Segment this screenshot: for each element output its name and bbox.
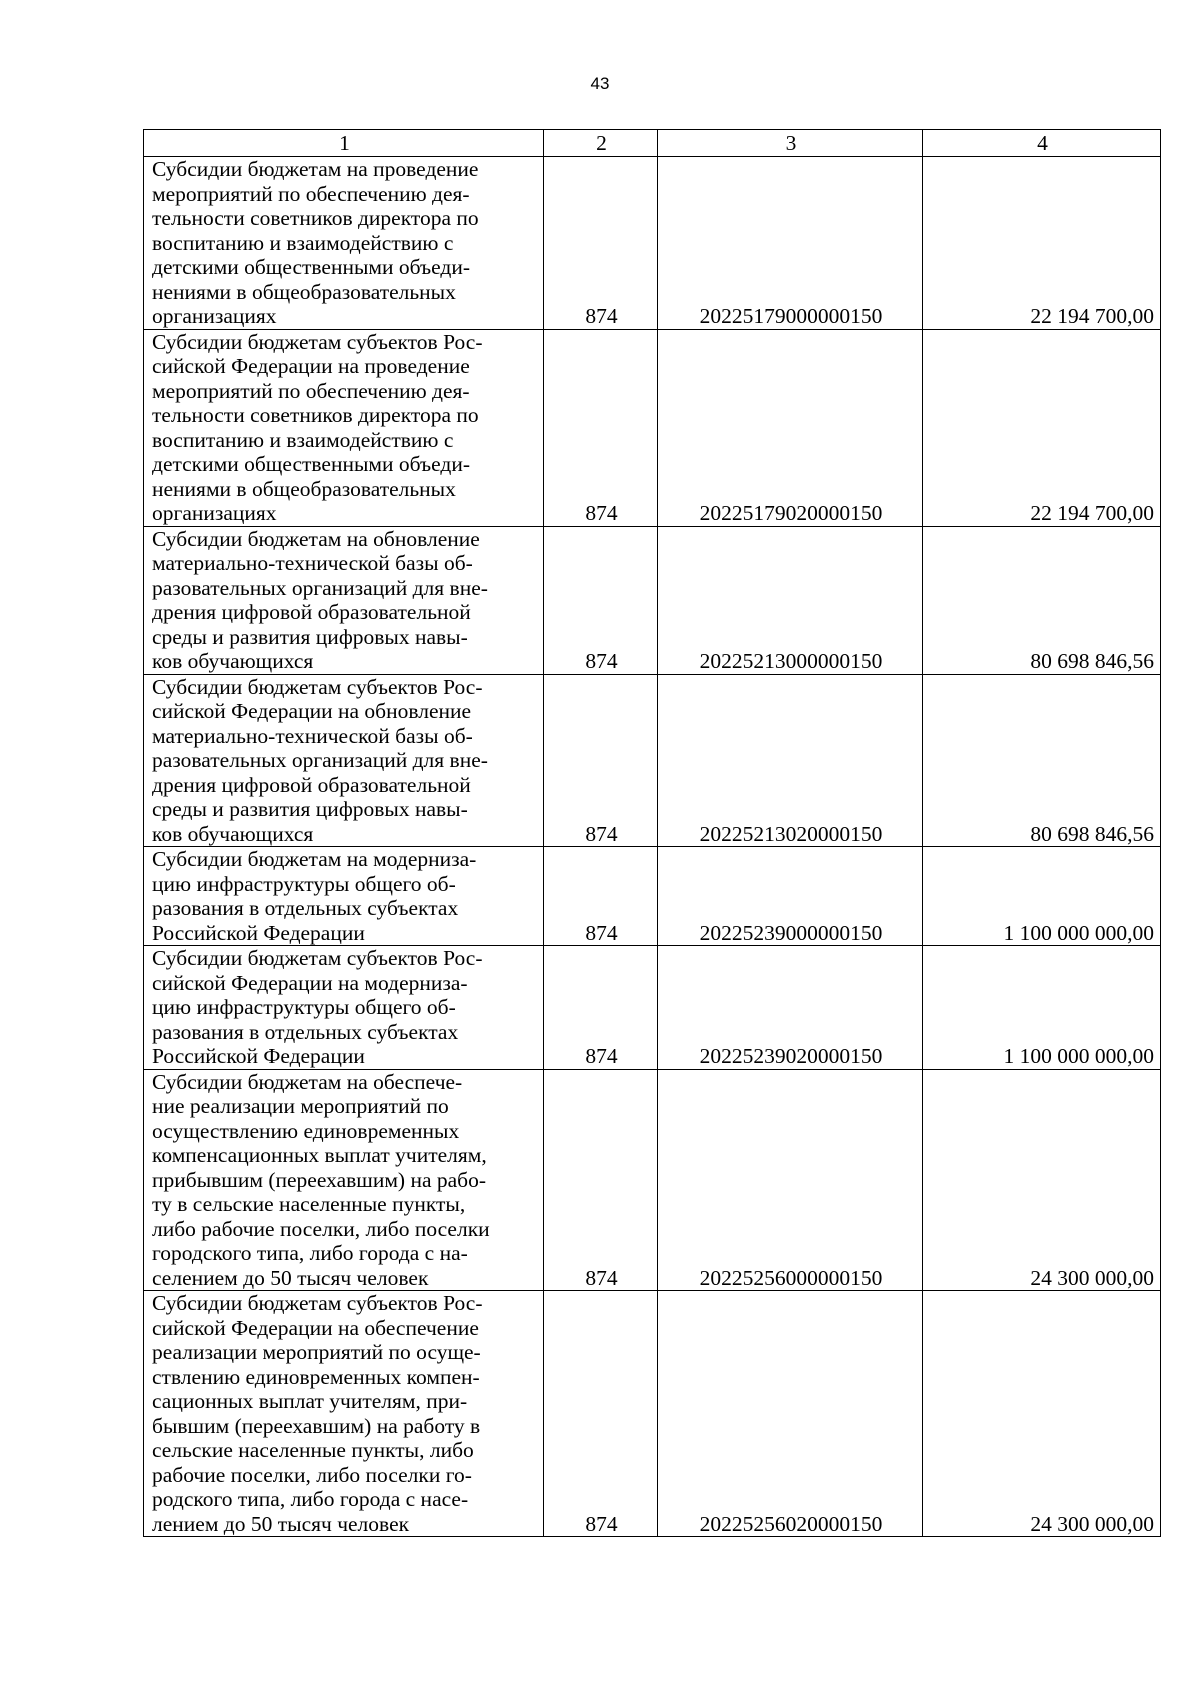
row-name: Субсидии бюджетам субъектов Рос- сийской Федерации на обновление материально-технической базы об- разовательных организаций для вне- дрения цифровой образовательной среды и развития цифровых навы- ков обучающихся <box>144 674 544 847</box>
table-header-row <box>144 130 1161 157</box>
budget-table <box>143 129 1161 1537</box>
row-amount: 80 698 846,56 <box>923 674 1161 847</box>
row-name: Субсидии бюджетам на обновление материально-технической базы об- разовательных организаций для вне- дрения цифровой образовательной среды и развития цифровых навы- ков обучающихся <box>144 526 544 674</box>
row-amount: 24 300 000,00 <box>923 1069 1161 1291</box>
row-budget-code: 20225179020000150 <box>658 329 923 526</box>
row-name: Субсидии бюджетам субъектов Рос- сийской Федерации на модерниза- цию инфраструктуры общего об- разования в отдельных субъектах Российской Федерации <box>144 946 544 1070</box>
column-header-3: 3 <box>658 130 923 157</box>
row-amount: 22 194 700,00 <box>923 329 1161 526</box>
page-number: 43 <box>590 74 610 93</box>
column-header-4: 4 <box>923 130 1161 157</box>
row-admin-code: 874 <box>544 1291 658 1537</box>
row-budget-code: 20225239000000150 <box>658 847 923 946</box>
row-amount: 24 300 000,00 <box>923 1291 1161 1537</box>
table-row <box>144 526 1161 674</box>
row-admin-code: 874 <box>544 946 658 1070</box>
row-admin-code: 874 <box>544 847 658 946</box>
row-admin-code: 874 <box>544 1069 658 1291</box>
row-budget-code: 20225239020000150 <box>658 946 923 1070</box>
column-header-2: 2 <box>544 130 658 157</box>
table-row <box>144 329 1161 526</box>
row-amount: 22 194 700,00 <box>923 157 1161 330</box>
row-amount: 1 100 000 000,00 <box>923 946 1161 1070</box>
column-header-1: 1 <box>144 130 544 157</box>
row-name: Субсидии бюджетам на модерниза- цию инфраструктуры общего об- разования в отдельных субъектах Российской Федерации <box>144 847 544 946</box>
row-budget-code: 20225256000000150 <box>658 1069 923 1291</box>
row-budget-code: 20225179000000150 <box>658 157 923 330</box>
row-admin-code: 874 <box>544 526 658 674</box>
row-name: Субсидии бюджетам на проведение мероприятий по обеспечению дея- тельности советников директора по воспитанию и взаимодействию с детскими общественными объеди- нениями в общеобразовательных организациях <box>144 157 544 330</box>
table-row <box>144 157 1161 330</box>
table-row <box>144 674 1161 847</box>
row-amount: 1 100 000 000,00 <box>923 847 1161 946</box>
table-row <box>144 1291 1161 1537</box>
row-admin-code: 874 <box>544 157 658 330</box>
row-admin-code: 874 <box>544 674 658 847</box>
row-amount: 80 698 846,56 <box>923 526 1161 674</box>
row-name: Субсидии бюджетам на обеспече- ние реализации мероприятий по осуществлению единовременных компенсационных выплат учителям, прибывшим (переехавшим) на рабо- ту в сельские населенные пункты, либо рабочие поселки, либо поселки городского типа, либо города с на- селением до 50 тысяч человек <box>144 1069 544 1291</box>
row-budget-code: 20225213020000150 <box>658 674 923 847</box>
table-row <box>144 847 1161 946</box>
table-row <box>144 1069 1161 1291</box>
row-budget-code: 20225256020000150 <box>658 1291 923 1537</box>
table-row <box>144 946 1161 1070</box>
row-budget-code: 20225213000000150 <box>658 526 923 674</box>
row-admin-code: 874 <box>544 329 658 526</box>
row-name: Субсидии бюджетам субъектов Рос- сийской Федерации на проведение мероприятий по обеспечению дея- тельности советников директора по воспитанию и взаимодействию с детскими общественными объеди- нениями в общеобразовательных организациях <box>144 329 544 526</box>
row-name: Субсидии бюджетам субъектов Рос- сийской Федерации на обеспечение реализации мероприятий по осуще- ствлению единовременных компен- сационных выплат учителям, при- бывшим (переехавшим) на работу в сельские населенные пункты, либо рабочие поселки, либо поселки го- родского типа, либо города с насе- лением до 50 тысяч человек <box>144 1291 544 1537</box>
